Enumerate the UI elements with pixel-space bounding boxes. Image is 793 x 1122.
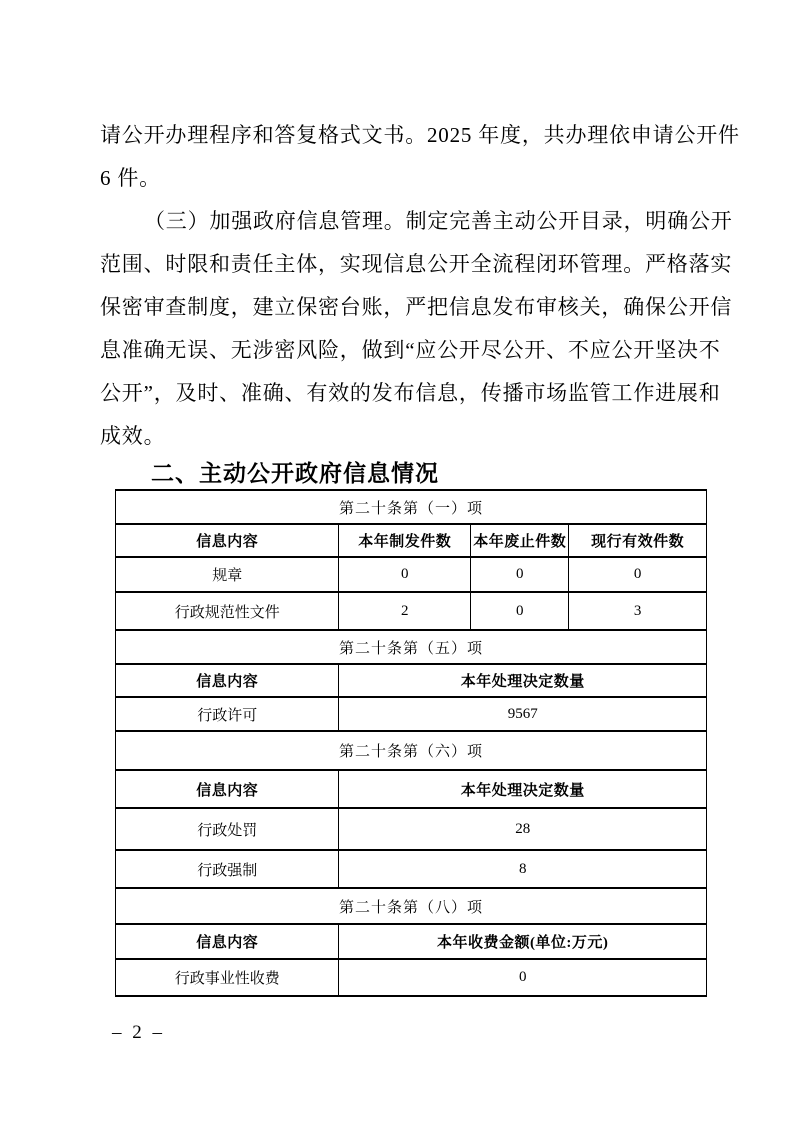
row-label: 规章 [116, 557, 339, 592]
cell-value: 0 [471, 557, 569, 592]
table-section-title-row [116, 490, 707, 524]
table-header-row [116, 524, 707, 557]
table-row [116, 557, 707, 592]
table-section-title-row [116, 731, 707, 770]
table-header-row [116, 770, 707, 808]
section-heading: 二、主动公开政府信息情况 [151, 460, 439, 486]
paragraph-line: 请公开办理程序和答复格式文书。2025 年度，共办理依申请公开件 [100, 123, 740, 147]
cell-value: 3 [569, 592, 707, 630]
row-label: 行政处罚 [116, 808, 339, 850]
column-header: 本年废止件数 [471, 524, 569, 557]
table-section-article20-item6 [115, 730, 707, 889]
cell-value: 0 [339, 557, 471, 592]
row-label: 行政许可 [116, 697, 339, 731]
row-label: 行政强制 [116, 850, 339, 888]
column-header: 信息内容 [116, 770, 339, 808]
column-header: 本年制发件数 [339, 524, 471, 557]
paragraph-line: 公开”，及时、准确、有效的发布信息，传播市场监管工作进展和 [100, 381, 721, 405]
table-section-title-row [116, 630, 707, 664]
body-paragraph-1 [100, 114, 740, 200]
table-row [116, 850, 707, 888]
column-header: 本年处理决定数量 [339, 664, 707, 697]
page-content [100, 114, 740, 997]
paragraph-line: 成效。 [100, 424, 166, 448]
column-header: 本年处理决定数量 [339, 770, 707, 808]
column-header: 信息内容 [116, 664, 339, 697]
row-label: 行政规范性文件 [116, 592, 339, 630]
cell-value: 8 [339, 850, 707, 888]
table-row [116, 808, 707, 850]
table-row [116, 959, 707, 996]
paragraph-line: 保密审查制度，建立保密台账，严把信息发布审核关，确保公开信 [100, 295, 733, 319]
page-number: – 2 – [112, 1022, 165, 1043]
paragraph-line: 息准确无误、无涉密风险，做到“应公开尽公开、不应公开坚决不 [100, 338, 721, 362]
table-row [116, 697, 707, 731]
table-header-row [116, 924, 707, 959]
table-section-title-row [116, 888, 707, 924]
row-label: 行政事业性收费 [116, 959, 339, 996]
paragraph-line: 6 件。 [100, 166, 161, 190]
column-header: 信息内容 [116, 924, 339, 959]
table-section-article20-item8 [115, 887, 707, 997]
table-section-title: 第二十条第（六）项 [116, 731, 707, 770]
body-paragraph-2 [100, 200, 733, 458]
paragraph-line: 范围、时限和责任主体，实现信息公开全流程闭环管理。严格落实 [100, 252, 733, 276]
cell-value: 28 [339, 808, 707, 850]
paragraph-line: （三）加强政府信息管理。制定完善主动公开目录，明确公开 [144, 209, 733, 233]
column-header: 信息内容 [116, 524, 339, 557]
table-section-title: 第二十条第（八）项 [116, 888, 707, 924]
table-section-article20-item5 [115, 629, 707, 732]
cell-value: 0 [339, 959, 707, 996]
column-header: 现行有效件数 [569, 524, 707, 557]
column-header: 本年收费金额(单位:万元) [339, 924, 707, 959]
table-header-row [116, 664, 707, 697]
table-row [116, 592, 707, 630]
cell-value: 0 [471, 592, 569, 630]
cell-value: 9567 [339, 697, 707, 731]
cell-value: 2 [339, 592, 471, 630]
table-section-article20-item1 [115, 489, 707, 631]
table-section-title: 第二十条第（一）项 [116, 490, 707, 524]
table-section-title: 第二十条第（五）项 [116, 630, 707, 664]
cell-value: 0 [569, 557, 707, 592]
